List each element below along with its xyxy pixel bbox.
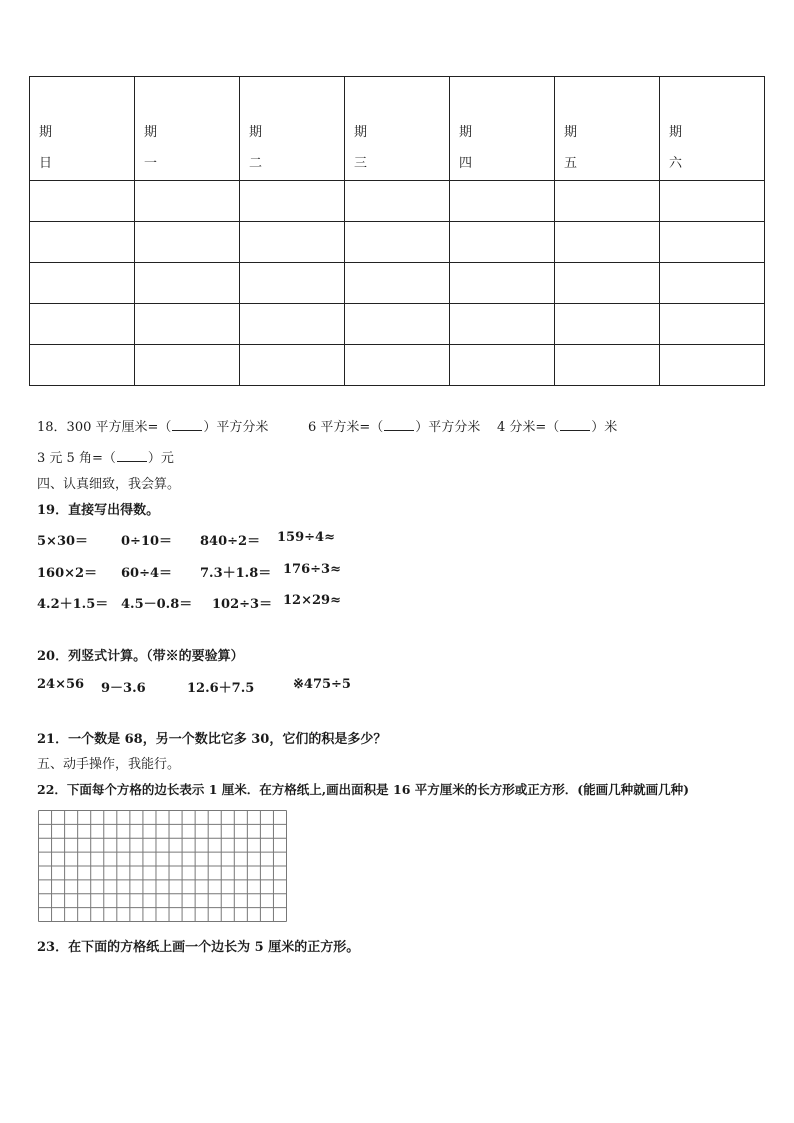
calendar-cell bbox=[345, 222, 450, 263]
weekday-header-bottom: 日 bbox=[39, 156, 53, 171]
q19-expr: 60÷4＝ bbox=[121, 566, 173, 581]
calendar-cell bbox=[450, 345, 555, 386]
calendar-cell bbox=[135, 222, 240, 263]
answer-blank[interactable] bbox=[384, 418, 414, 431]
calendar-cell bbox=[240, 304, 345, 345]
q20-item: 9－3.6 bbox=[101, 681, 146, 696]
q19-expr: 159÷4≈ bbox=[277, 530, 335, 545]
q18-part4: 3 元 5 角=（ ）元 bbox=[37, 451, 174, 466]
calendar-row bbox=[30, 345, 765, 386]
weekday-header-bottom: 四 bbox=[459, 156, 473, 171]
q19-expr: 12×29≈ bbox=[283, 593, 341, 608]
calendar-cell bbox=[240, 263, 345, 304]
q19-expr: 7.3＋1.8＝ bbox=[200, 566, 272, 581]
calendar-cell bbox=[30, 345, 135, 386]
q18-part2: 6 平方米=（ ）平方分米 bbox=[308, 420, 481, 435]
calendar-cell bbox=[30, 304, 135, 345]
weekday-header-top: 期 bbox=[144, 125, 158, 140]
q20-item: ※475÷5 bbox=[293, 677, 351, 692]
weekday-header-top: 期 bbox=[564, 125, 578, 140]
section-5-heading: 五、动手操作，我能行。 bbox=[37, 757, 181, 772]
weekday-header-bottom: 五 bbox=[564, 156, 578, 171]
q21-question: 21．一个数是 68，另一个数比它多 30，它们的积是多少？ bbox=[37, 732, 387, 747]
answer-blank[interactable] bbox=[172, 418, 202, 431]
calendar-cell bbox=[135, 181, 240, 222]
weekday-header-top: 期 bbox=[669, 125, 683, 140]
q18-part1: 18．300 平方厘米=（ ）平方分米 bbox=[37, 420, 269, 435]
q19-expr: 5×30＝ bbox=[37, 534, 89, 549]
calendar-cell bbox=[555, 181, 660, 222]
weekday-header-top: 期 bbox=[354, 125, 368, 140]
weekday-header-bottom: 六 bbox=[669, 156, 683, 171]
q22-question: 22．下面每个方格的边长表示 1 厘米．在方格纸上,画出面积是 16 平方厘米的长方形或正方形．(能画几种就画几种) bbox=[37, 782, 690, 797]
calendar-cell bbox=[240, 181, 345, 222]
q23-question: 23．在下面的方格纸上画一个边长为 5 厘米的正方形。 bbox=[37, 940, 360, 955]
calendar-cell bbox=[660, 345, 765, 386]
q19-expr: 160×2＝ bbox=[37, 566, 98, 581]
answer-blank[interactable] bbox=[560, 418, 590, 431]
calendar-cell bbox=[555, 263, 660, 304]
calendar-cell bbox=[345, 345, 450, 386]
calendar-cell bbox=[135, 263, 240, 304]
calendar-cell bbox=[30, 181, 135, 222]
calendar-cell bbox=[555, 345, 660, 386]
weekday-header-top: 期 bbox=[459, 125, 473, 140]
calendar-cell bbox=[240, 222, 345, 263]
calendar-row bbox=[30, 181, 765, 222]
calendar-cell bbox=[450, 263, 555, 304]
weekday-header-top: 期 bbox=[39, 125, 53, 140]
calendar-cell bbox=[555, 304, 660, 345]
calendar-cell bbox=[135, 345, 240, 386]
calendar-cell bbox=[240, 345, 345, 386]
grid-paper[interactable] bbox=[38, 810, 287, 922]
calendar-row bbox=[30, 304, 765, 345]
calendar-cell bbox=[450, 222, 555, 263]
calendar-row bbox=[30, 222, 765, 263]
q20-title: 20．列竖式计算。（带※的要验算） bbox=[37, 649, 244, 664]
calendar-cell bbox=[30, 263, 135, 304]
q19-expr: 176÷3≈ bbox=[283, 562, 341, 577]
q19-expr: 4.2＋1.5＝ bbox=[37, 597, 109, 612]
calendar-cell bbox=[345, 304, 450, 345]
weekday-header-bottom: 二 bbox=[249, 156, 263, 171]
calendar-cell bbox=[660, 304, 765, 345]
q18-part3: 4 分米=（ ）米 bbox=[497, 420, 618, 435]
q19-expr: 840÷2＝ bbox=[200, 534, 261, 549]
weekday-header-bottom: 三 bbox=[354, 156, 368, 171]
calendar-cell bbox=[555, 222, 660, 263]
weekday-header-top: 期 bbox=[249, 125, 263, 140]
answer-blank[interactable] bbox=[117, 449, 147, 462]
q19-expr: 4.5－0.8＝ bbox=[121, 597, 193, 612]
calendar-cell bbox=[660, 222, 765, 263]
calendar-cell bbox=[660, 263, 765, 304]
calendar-cell bbox=[345, 181, 450, 222]
q20-item: 12.6＋7.5 bbox=[187, 681, 255, 696]
q19-expr: 102÷3＝ bbox=[212, 597, 273, 612]
calendar-cell bbox=[345, 263, 450, 304]
calendar-table bbox=[29, 76, 765, 386]
calendar-header-row bbox=[30, 77, 765, 181]
calendar-cell bbox=[450, 181, 555, 222]
calendar-cell bbox=[450, 304, 555, 345]
calendar-row bbox=[30, 263, 765, 304]
q20-item: 24×56 bbox=[37, 677, 85, 692]
q19-title: 19．直接写出得数。 bbox=[37, 503, 160, 518]
section-4-heading: 四、认真细致，我会算。 bbox=[37, 477, 181, 492]
calendar-cell bbox=[660, 181, 765, 222]
calendar-cell bbox=[30, 222, 135, 263]
calendar-cell bbox=[135, 304, 240, 345]
weekday-header-bottom: 一 bbox=[144, 156, 158, 171]
q19-expr: 0÷10＝ bbox=[121, 534, 173, 549]
